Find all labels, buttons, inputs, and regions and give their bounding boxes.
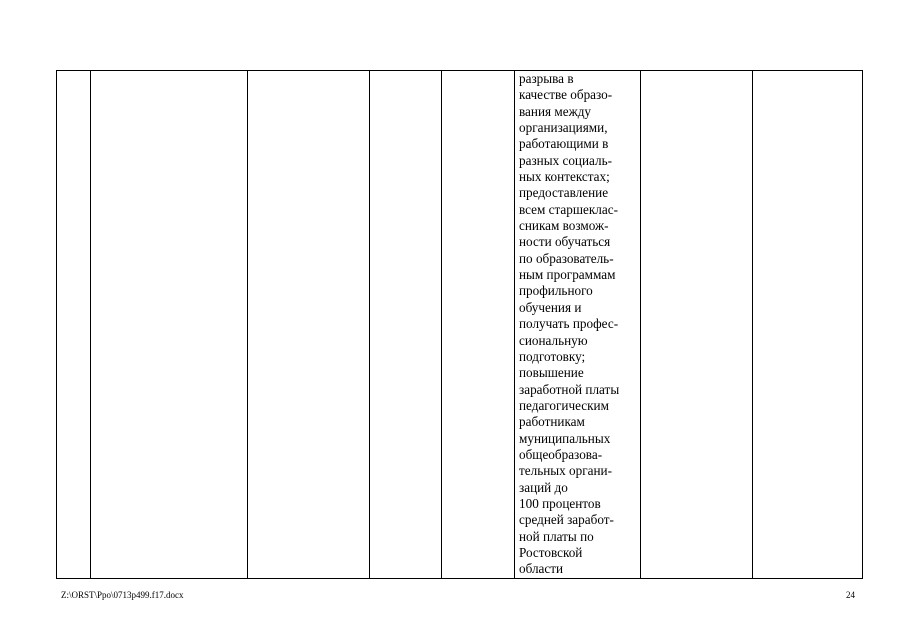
cell-text-line: организациями, bbox=[519, 120, 608, 136]
cell-text-line: Ростовской bbox=[519, 544, 583, 560]
cell-text-line: муниципальных bbox=[519, 430, 611, 446]
cell-text-line: повышение bbox=[519, 365, 584, 381]
table-cell-name bbox=[91, 71, 248, 579]
cell-text-line: сникам возмож- bbox=[519, 218, 609, 234]
footer-page-number: 24 bbox=[846, 590, 855, 600]
table-cell-executor bbox=[248, 71, 370, 579]
cell-text-line: качестве образо- bbox=[519, 87, 613, 103]
cell-text-line: по образователь- bbox=[519, 250, 614, 266]
cell-text-line: разных социаль- bbox=[519, 152, 612, 168]
cell-text-line: педагогическим bbox=[519, 397, 609, 413]
footer-file-path: Z:\ORST\Ppo\0713p499.f17.docx bbox=[61, 590, 184, 600]
cell-text-line: ности обучаться bbox=[519, 234, 611, 250]
table-cell-expected-result bbox=[515, 71, 641, 579]
cell-text-line: заций до bbox=[519, 479, 568, 495]
cell-text-line: вания между bbox=[519, 103, 591, 119]
cell-text-line: разрыва в bbox=[519, 71, 574, 86]
cell-text-line: всем старшеклас- bbox=[519, 201, 618, 217]
cell-text-line: ных контекстах; bbox=[519, 169, 610, 185]
cell-text-line: заработной платы bbox=[519, 381, 620, 397]
cell-text-line: получать профес- bbox=[519, 316, 619, 332]
cell-text-line: профильного bbox=[519, 283, 593, 299]
table-row bbox=[57, 71, 863, 579]
cell-text-line: обучения и bbox=[519, 299, 582, 315]
table-cell-end-date bbox=[442, 71, 515, 579]
cell-text-line: ной платы по bbox=[519, 528, 594, 544]
table-cell-number bbox=[57, 71, 91, 579]
cell-text-line: ным программам bbox=[519, 267, 616, 283]
cell-text-line: предоставление bbox=[519, 185, 609, 201]
program-table bbox=[56, 70, 863, 579]
cell-text-line: 100 процентов bbox=[519, 495, 601, 511]
cell-text-line: сиональную bbox=[519, 332, 588, 348]
table-cell-indicator bbox=[641, 71, 753, 579]
cell-text-line: подготовку; bbox=[519, 348, 586, 364]
cell-text-line: работающими в bbox=[519, 136, 609, 152]
cell-text-line: области bbox=[519, 561, 564, 577]
cell-text-line: тельных органи- bbox=[519, 463, 612, 479]
table-cell-start-date bbox=[370, 71, 442, 579]
cell-text-line: общеобразова- bbox=[519, 446, 603, 462]
table-cell-note bbox=[753, 71, 863, 579]
cell-text-line: средней заработ- bbox=[519, 512, 614, 528]
cell-text-line: работникам bbox=[519, 414, 585, 430]
